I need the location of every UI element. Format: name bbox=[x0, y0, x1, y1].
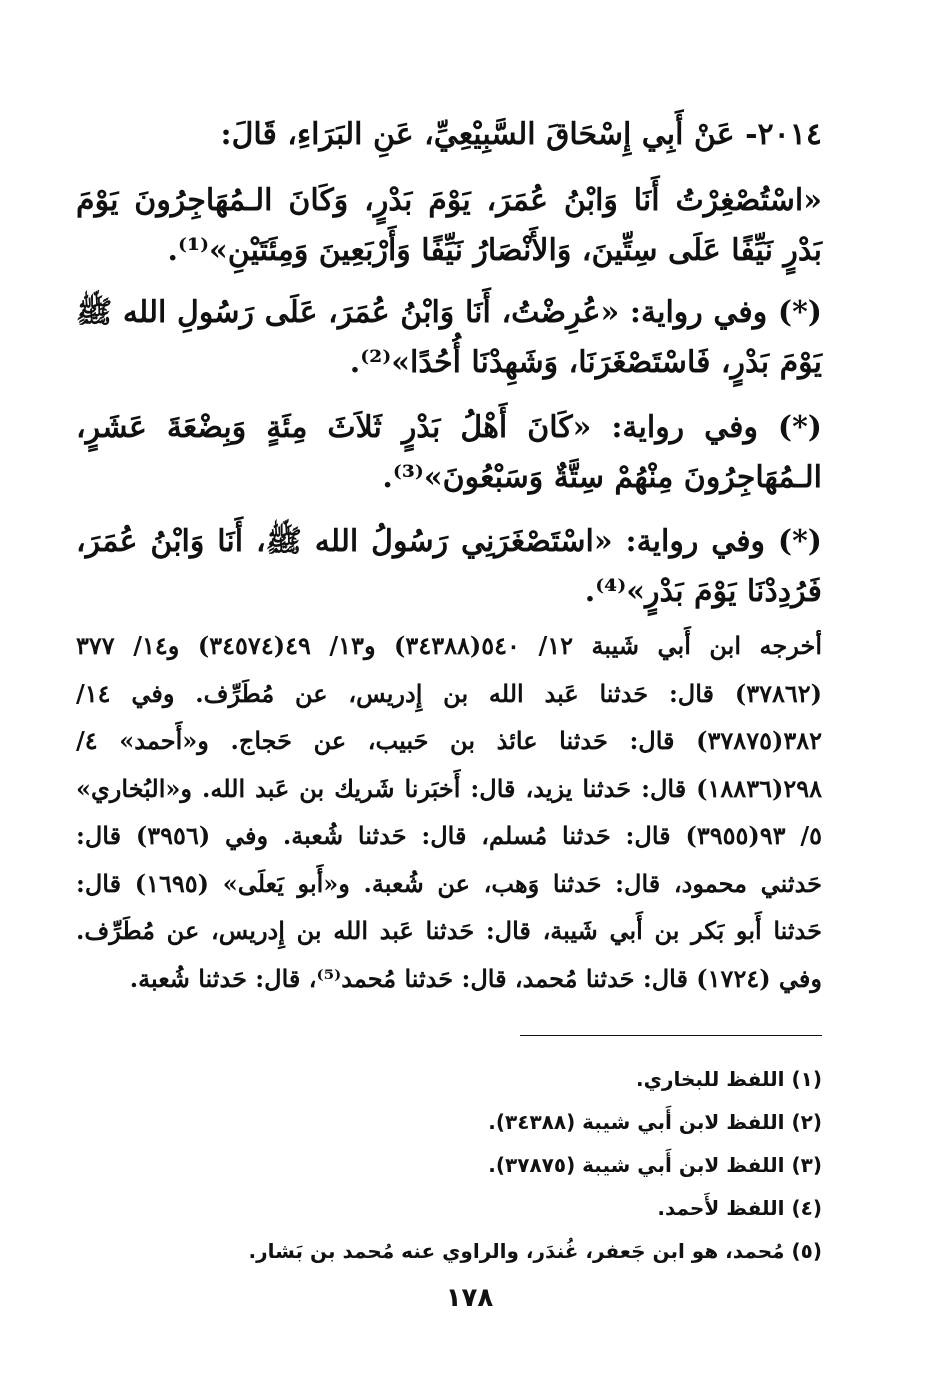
page-number: ١٧٨ bbox=[445, 1283, 494, 1313]
footnotes-list bbox=[76, 1058, 822, 1273]
hadith-heading: ٢٠١٤- عَنْ أَبِي إِسْحَاقَ السَّبِيْعِيِّ، عَنِ البَرَاءِ، قَالَ: bbox=[220, 117, 822, 152]
footnote-2: (٢) اللفظ لابن أَبي شيبة (٣٤٣٨٨). bbox=[488, 1110, 822, 1134]
takhrij-paragraph: أخرجه ابن أَبي شَيبة ١٢/ ٥٤٠(٣٤٣٨٨) و١٣/ ٤٩(٣٤٥٧٤) و١٤/ ٣٧٧ (٣٧٨٦٢) قال: حَدثنا عَبد الله بن إِدريس، عن مُطَرِّف. وفي ١٤/ ٣٨٢(٣٧٨٧٥) قال: حَدثنا عائذ بن حَبيب، عن حَجاج. و«أَحمد» ٤/ ٢٩٨(١٨٨٣٦) قال: حَدثنا يزيد، قال: أَخبَرنا شَريك بن عَبد الله. و«البُخاري» ٥/ ٩٣(٣٩٥٥) قال: حَدثنا مُسلم، قال: حَدثنا شُعبة. وفي (٣٩٥٦) قال: حَدثني محمود، قال: حَدثنا وَهب، عن شُعبة. و«أَبو يَعلَى» (١٦٩٥) قال: حَدثنا أَبو بَكر بن أَبي شَيبة، قال: حَدثنا عَبد الله بن إِدريس، عن مُطَرِّف. وفي (١٧٢٤) قال: حَدثنا مُحمد، قال: حَدثنا مُحمد⁽⁵⁾، قال: حَدثنا شُعبة. bbox=[76, 631, 823, 993]
footnote-1: (١) اللفظ للبخاري. bbox=[636, 1067, 822, 1091]
footnote-3: (٣) اللفظ لابن أَبي شيبة (٣٧٨٧٥). bbox=[488, 1153, 822, 1177]
footnote-divider bbox=[520, 1035, 822, 1036]
riwaya-paragraph-3: (*) وفي رواية: «اسْتَصْغَرَنِي رَسُولُ الله ﷺ، أَنَا وَابْنُ عُمَرَ، فَرُدِدْنَا يَوْمَ بَدْرٍ»⁽⁴⁾. bbox=[76, 524, 822, 609]
riwaya-paragraph-2: (*) وفي رواية: «كَانَ أَهْلُ بَدْرٍ ثَلاَثَ مِئَةٍ وَبِضْعَةَ عَشَرٍ، الـمُهَاجِرُونَ مِنْهُمْ سِتَّةٌ وَسَبْعُونَ»⁽³⁾. bbox=[76, 410, 822, 495]
riwaya-paragraph-1: (*) وفي رواية: «عُرِضْتُ، أَنَا وَابْنُ عُمَرَ، عَلَى رَسُولِ الله ﷺ يَوْمَ بَدْرٍ، فَاسْتَصْغَرَنَا، وَشَهِدْنَا أُحُدًا»⁽²⁾. bbox=[76, 295, 822, 380]
hadith-text: «اسْتُصْغِرْتُ أَنَا وَابْنُ عُمَرَ، يَوْمَ بَدْرٍ، وَكَانَ الـمُهَاجِرُونَ يَوْمَ بَدْرٍ نَيِّفًا عَلَى سِتِّينَ، وَالأَنْصَارُ نَيِّفًا وَأَرْبَعِينَ وَمِئَتَيْنِ»⁽¹⁾. bbox=[76, 183, 822, 268]
footnote-5: (٥) مُحمد، هو ابن جَعفر، غُندَر، والراوي عنه مُحمد بن بَشار. bbox=[248, 1239, 822, 1263]
footnote-4: (٤) اللفظ لأَحمد. bbox=[657, 1196, 822, 1220]
